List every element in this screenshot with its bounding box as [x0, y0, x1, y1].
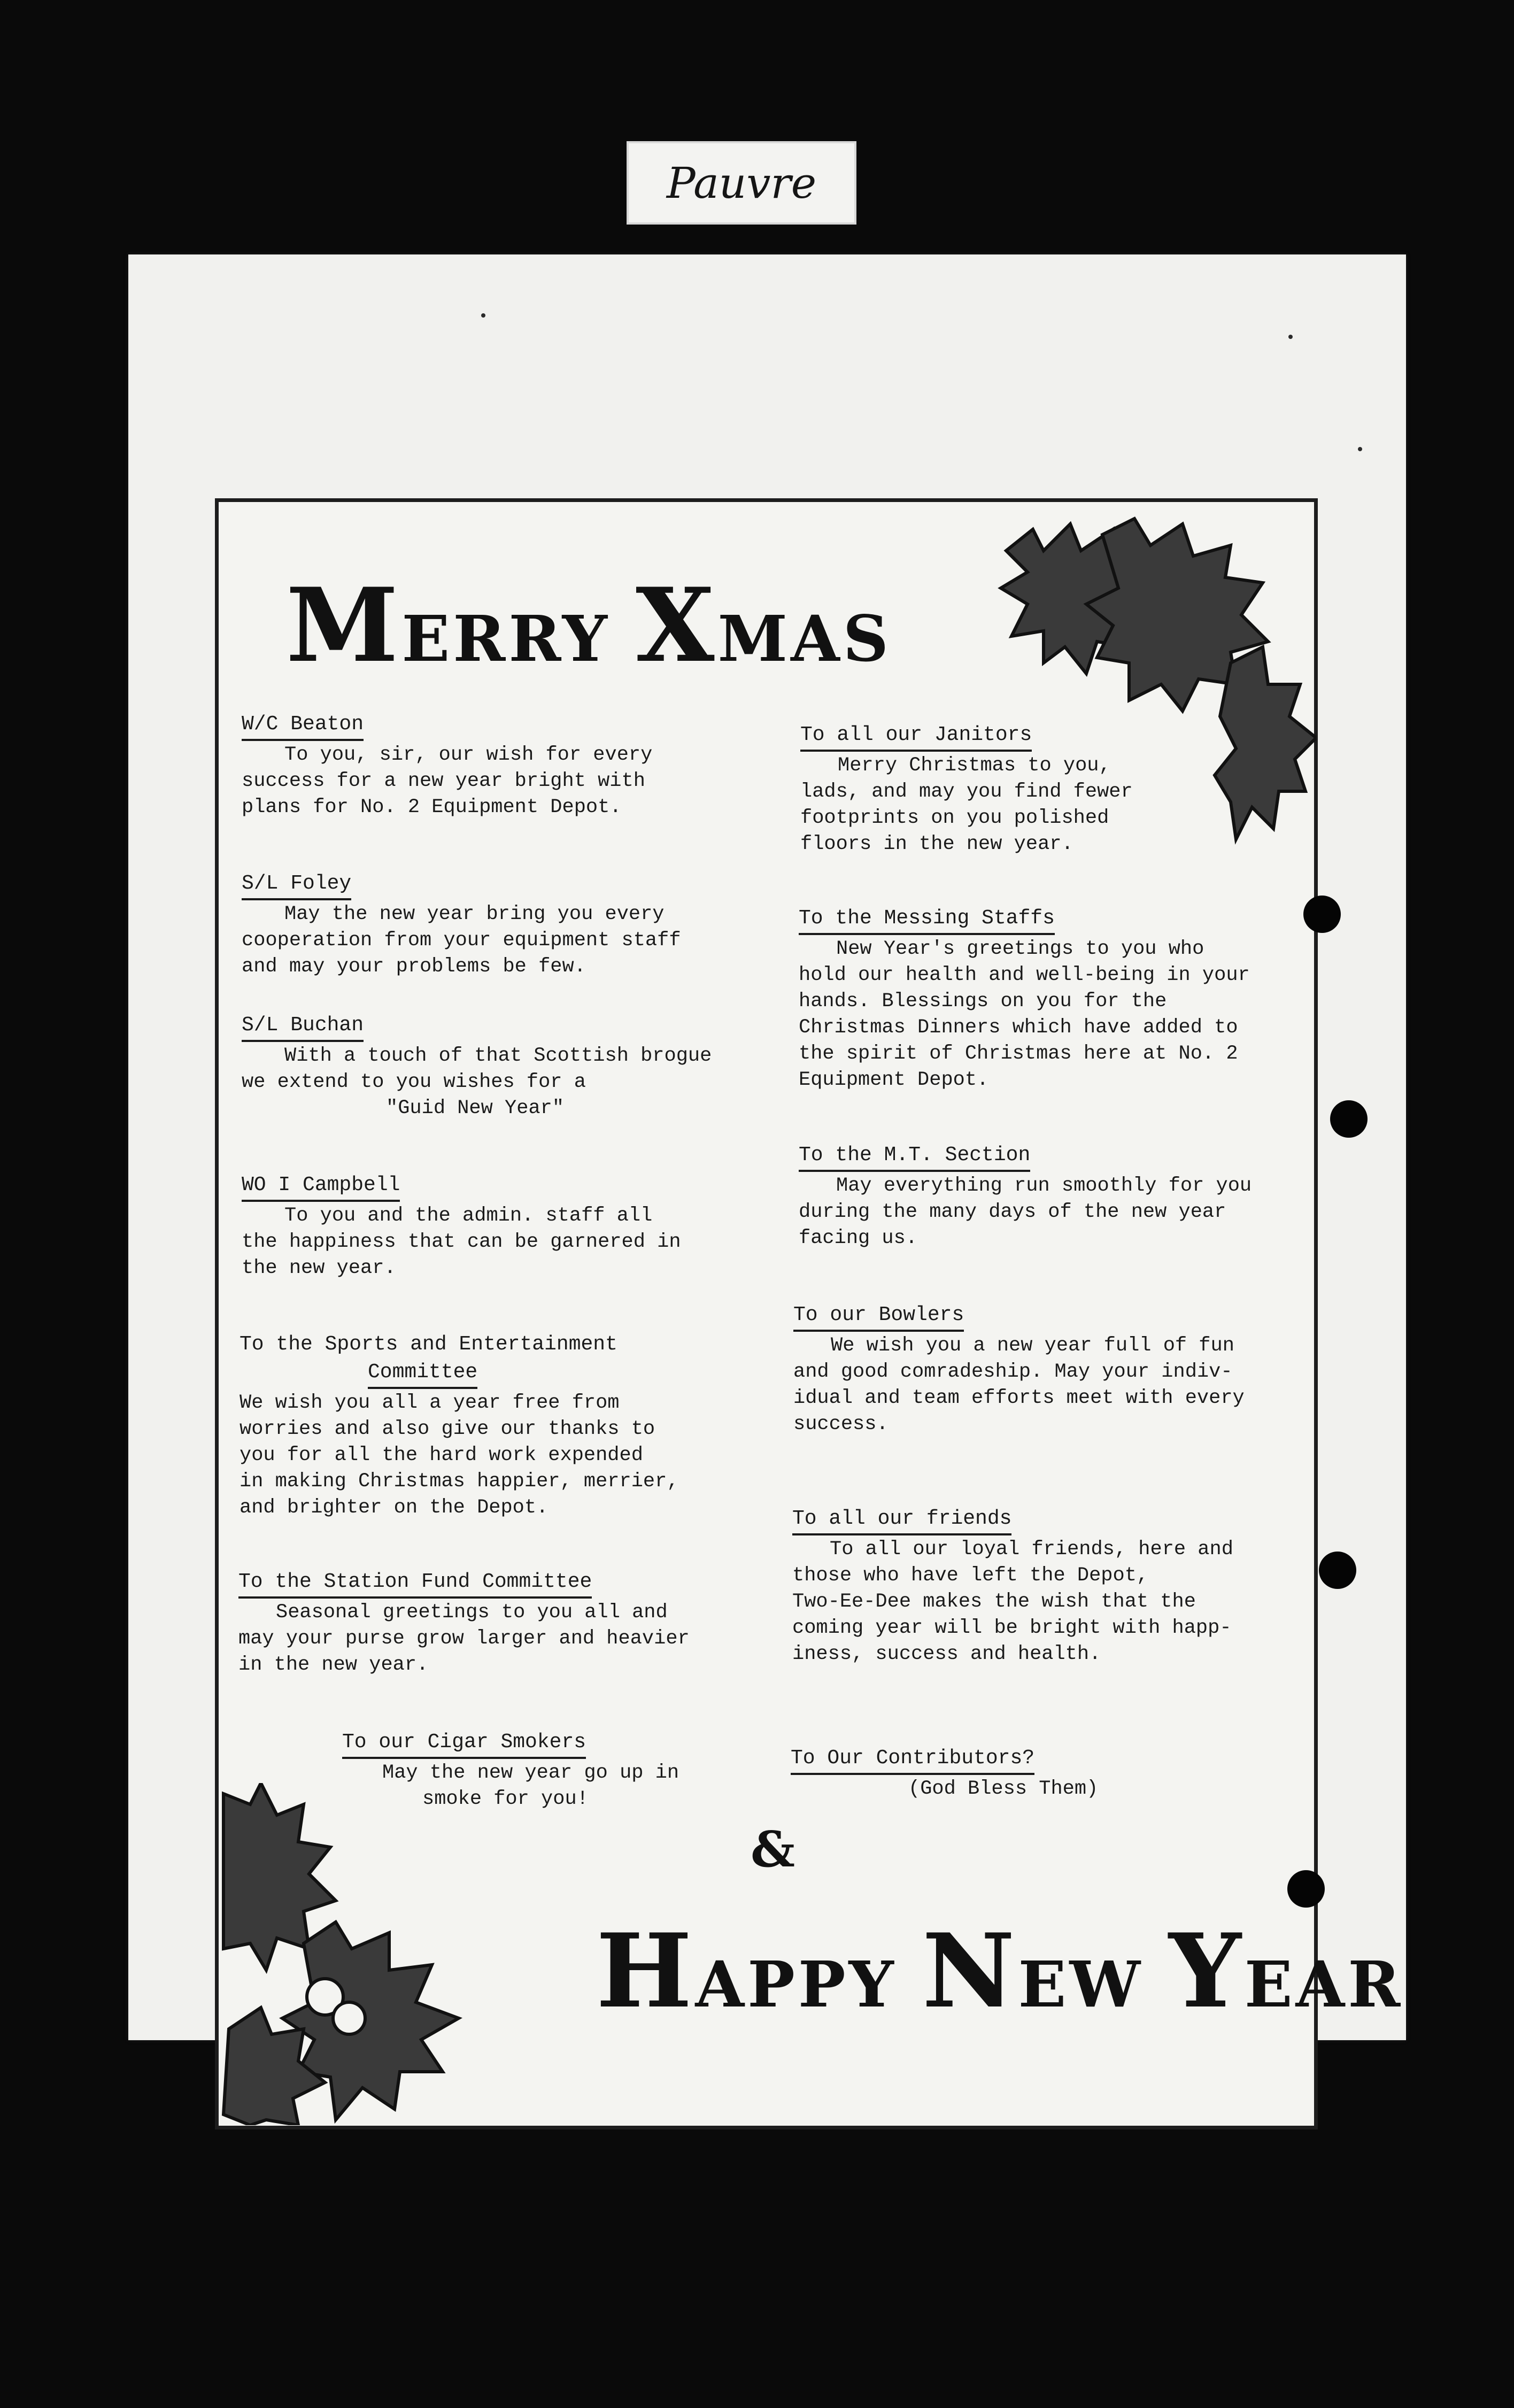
greeting-heading: To Our Contributors?	[791, 1745, 1034, 1775]
punch-hole	[1319, 1552, 1356, 1589]
greeting-wc-beaton	[242, 711, 652, 821]
greeting-line: hands. Blessings on you for the	[799, 990, 1167, 1013]
greeting-line: the spirit of Christmas here at No. 2	[799, 1043, 1238, 1065]
greeting-bowlers	[793, 1302, 1245, 1438]
greeting-line: worries and also give our thanks to	[240, 1418, 655, 1440]
greeting-contributors	[791, 1745, 1098, 1802]
greeting-line: in the new year.	[238, 1654, 429, 1676]
greeting-line: and may your problems be few.	[242, 955, 586, 978]
greeting-line: you for all the hard work expended	[240, 1444, 643, 1467]
greeting-line: We wish you a new year full of fun	[831, 1334, 1234, 1357]
greeting-wo-campbell	[242, 1172, 681, 1282]
greeting-line: plans for No. 2 Equipment Depot.	[242, 796, 622, 819]
greeting-line: hold our health and well-being in your	[799, 964, 1250, 986]
greeting-line: Seasonal greetings to you all and	[276, 1601, 668, 1624]
ampersand: &	[751, 1820, 795, 1878]
punch-hole	[1303, 896, 1341, 933]
greeting-line: iness, success and health.	[792, 1643, 1101, 1665]
greeting-mt-section	[799, 1142, 1252, 1252]
greeting-line: May the new year go up in	[382, 1762, 679, 1784]
happy-new-year-title: HAPPY NEW YEAR	[596, 1911, 1404, 2031]
greeting-line: the happiness that can be garnered in	[242, 1231, 681, 1253]
punch-hole	[1287, 1870, 1325, 1908]
greeting-line: smoke for you!	[422, 1788, 589, 1810]
greeting-line: may your purse grow larger and heavier	[238, 1627, 690, 1650]
greeting-heading-continued: Committee	[368, 1359, 477, 1389]
greeting-line: footprints on you polished	[800, 807, 1109, 829]
greeting-line: "Guid New Year"	[386, 1097, 565, 1120]
greeting-station-fund	[238, 1569, 690, 1678]
greeting-line: coming year will be bright with happ-	[792, 1617, 1232, 1639]
greeting-line: idual and team efforts meet with every	[793, 1387, 1245, 1409]
greeting-heading: W/C Beaton	[242, 711, 364, 741]
greeting-sl-foley	[242, 870, 681, 980]
greeting-messing-staffs	[799, 905, 1250, 1093]
greeting-line: those who have left the Depot,	[792, 1564, 1149, 1587]
greeting-heading: To all our Janitors	[800, 722, 1032, 752]
greeting-cigar-smokers	[342, 1729, 679, 1812]
label-card: Pauvre	[627, 141, 856, 225]
greeting-line: May the new year bring you every	[284, 903, 665, 925]
greeting-line: Equipment Depot.	[799, 1069, 989, 1091]
greeting-heading: To all our friends	[792, 1506, 1011, 1535]
greeting-heading: S/L Buchan	[242, 1012, 364, 1042]
greeting-line: To you and the admin. staff all	[284, 1205, 653, 1227]
greeting-line: the new year.	[242, 1257, 396, 1279]
greeting-line: success for a new year bright with	[242, 770, 645, 792]
greeting-line: during the many days of the new year	[799, 1201, 1226, 1223]
greeting-heading: To the M.T. Section	[799, 1142, 1030, 1172]
greeting-heading: To the Messing Staffs	[799, 905, 1055, 935]
greeting-heading: To our Cigar Smokers	[342, 1729, 586, 1759]
greeting-line: lads, and may you find fewer	[800, 781, 1133, 803]
greeting-line: New Year's greetings to you who	[836, 938, 1204, 960]
greeting-line: With a touch of that Scottish brogue	[284, 1045, 712, 1067]
greeting-sports-entertainment	[240, 1331, 679, 1521]
greeting-heading: To our Bowlers	[793, 1302, 964, 1332]
greeting-line: Merry Christmas to you,	[838, 754, 1111, 777]
greeting-janitors	[800, 722, 1133, 858]
greeting-line: Christmas Dinners which have added to	[799, 1016, 1238, 1039]
greeting-line: Two-Ee-Dee makes the wish that the	[792, 1591, 1196, 1613]
punch-hole	[1330, 1100, 1368, 1138]
greeting-line: (God Bless Them)	[908, 1778, 1099, 1800]
greeting-line: We wish you all a year free from	[240, 1392, 620, 1414]
greeting-line: in making Christmas happier, merrier,	[240, 1470, 679, 1493]
greeting-sl-buchan	[242, 1012, 712, 1122]
greeting-line: and brighter on the Depot.	[240, 1496, 549, 1519]
greeting-heading: To the Sports and Entertainment	[240, 1333, 617, 1356]
greeting-heading: WO I Campbell	[242, 1172, 400, 1202]
greeting-line: we extend to you wishes for a	[242, 1071, 586, 1093]
holly-leaves-bottom-left-icon	[218, 1783, 496, 2125]
greeting-heading: S/L Foley	[242, 870, 351, 900]
greeting-line: To all our loyal friends, here and	[830, 1538, 1233, 1561]
greeting-heading: To the Station Fund Committee	[238, 1569, 592, 1599]
greeting-line: and good comradeship. May your indiv-	[793, 1361, 1233, 1383]
greeting-line: facing us.	[799, 1227, 918, 1249]
greeting-line: success.	[793, 1413, 889, 1435]
greeting-line: To you, sir, our wish for every	[284, 744, 653, 766]
greeting-line: floors in the new year.	[800, 833, 1073, 855]
merry-xmas-title: MERRY XMAS	[286, 566, 892, 685]
greeting-line: May everything run smoothly for you	[836, 1175, 1252, 1197]
greeting-friends	[792, 1506, 1233, 1668]
greeting-line: cooperation from your equipment staff	[242, 929, 681, 952]
